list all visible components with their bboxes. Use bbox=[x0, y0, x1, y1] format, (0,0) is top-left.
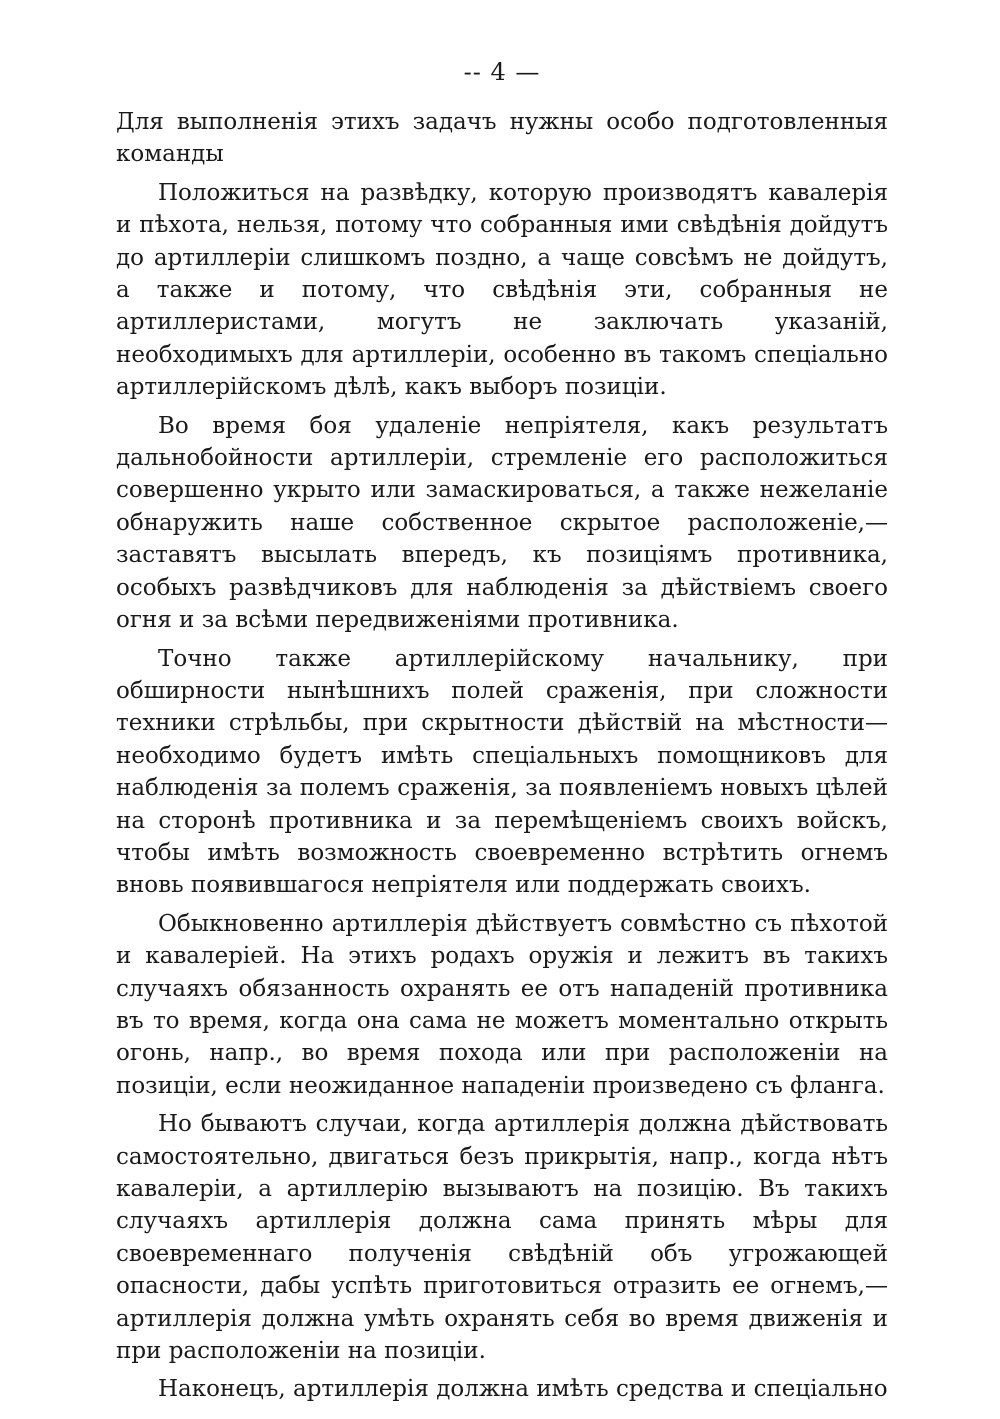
paragraph-1: Для выполненія этихъ задачъ нужны особо подготовленныя команды bbox=[116, 109, 888, 168]
paragraph-3: Во время боя удаленіе непріятеля, какъ результатъ дальнобойности артиллеріи, стремленіе его расположиться совершенно укрыто или замаскироваться, а также нежеланіе обнаружить наше собственное скрытое расположеніе,—заставятъ высылать впередъ, къ позиціямъ противника, особыхъ развѣдчиковъ для наблюденія за дѣйствіемъ своего огня и за всѣми передвиженіями противника. bbox=[116, 412, 888, 634]
paragraph-4: Точно также артиллерійскому начальнику, при обширности нынѣшнихъ полей сраженія, при сложности техники стрѣльбы, при скрытности дѣйствій на мѣстности—необходимо будетъ имѣть спеціальныхъ помощниковъ для наблюденія за полемъ сраженія, за появленіемъ новыхъ цѣлей на сторонѣ противника и за перемѣщеніемъ своихъ войскъ, чтобы имѣть возможность своевременно встрѣтить огнемъ вновь появившагося непріятеля или поддержать своихъ. bbox=[116, 645, 888, 899]
page-number: -- 4 — bbox=[463, 58, 541, 86]
paragraph-2: Положиться на развѣдку, которую производятъ кавалерія и пѣхота, нельзя, потому что собранныя ими свѣдѣнія дойдутъ до артиллеріи слишкомъ поздно, а чаще совсѣмъ не дойдутъ, а также и потому, что свѣдѣнія эти, собранныя не артиллеристами, могутъ не заключать указаній, необходимыхъ для артиллеріи, особенно въ такомъ спеціально артиллерійскомъ дѣлѣ, какъ выборъ позиціи. bbox=[116, 179, 888, 401]
paragraph-6: Но бываютъ случаи, когда артиллерія должна дѣйствовать самостоятельно, двигаться безъ прикрытія, напр., когда нѣтъ кавалеріи, а артиллерію вызываютъ на позицію. Въ такихъ случаяхъ артиллерія должна сама принять мѣры для своевременнаго полученія свѣдѣній объ угрожающей опасности, дабы успѣть приготовиться отразить ее огнемъ,—артиллерія должна умѣть охранять себя во время движенія и при расположеніи на позиціи. bbox=[116, 1111, 888, 1365]
document-page bbox=[116, 56, 888, 1406]
paragraph-5: Обыкновенно артиллерія дѣйствуетъ совмѣстно съ пѣхотой и кавалеріей. На этихъ родахъ оружія и лежитъ въ такихъ случаяхъ обязанность охранять ее отъ нападеній противника въ то время, когда она сама не можетъ моментально открыть огонь, напр., во время похода или при расположеніи на позиціи, если неожиданное нападеніи произведено съ фланга. bbox=[116, 910, 888, 1099]
paragraph-7: Наконецъ, артиллерія должна имѣть средства и спеціально bbox=[158, 1376, 888, 1403]
